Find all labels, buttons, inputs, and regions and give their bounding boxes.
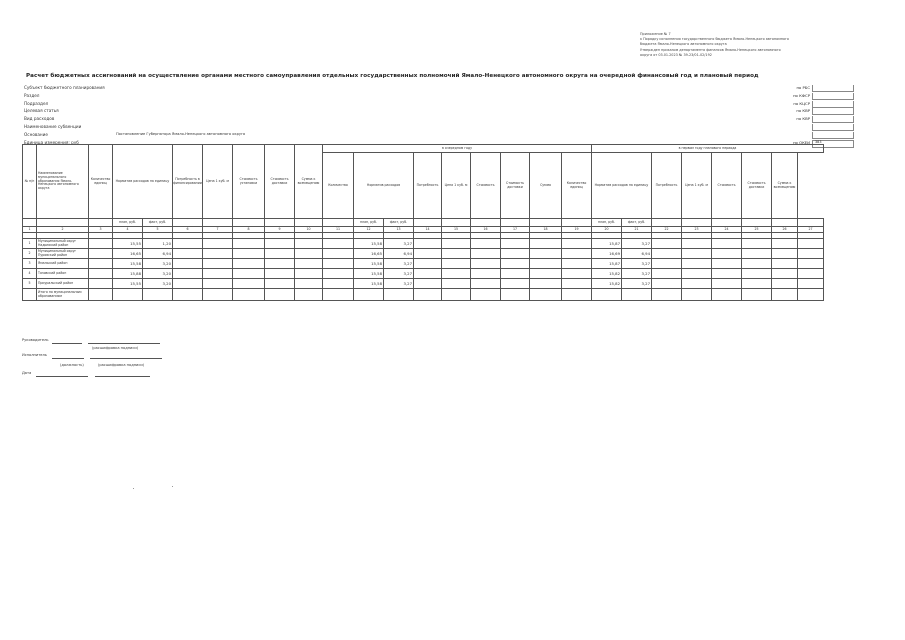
meta-label: Единица измерения: руб bbox=[24, 139, 79, 145]
code-block bbox=[740, 84, 860, 146]
total-label: Итого по муниципальным образованиям bbox=[37, 289, 89, 301]
meta-label: Субъект бюджетного планирования bbox=[24, 85, 105, 90]
executor-sub: (расшифровка подписи) bbox=[98, 363, 145, 367]
col-header: Цена 1 куб. м bbox=[442, 153, 471, 219]
code-label: по РБС bbox=[796, 85, 810, 90]
table-row: 3 Ямальский район 15,58 3,20 15,58 3,27 15,87 3,27 bbox=[23, 259, 824, 269]
col-header: Норматив расходов bbox=[354, 153, 414, 219]
appendix-line: к Порядку исполнения государственного бюджета Ямало-Ненецкого автономного bbox=[640, 37, 789, 42]
meta-labels bbox=[24, 84, 424, 146]
col-header: Стоимость bbox=[712, 153, 742, 219]
subheader: план, руб. bbox=[354, 219, 384, 227]
appendix-line: округа от 03.01.2023 № 39-23/01-02/192 bbox=[640, 52, 712, 57]
col-header: Потребность bbox=[414, 153, 442, 219]
code-label: по КВР bbox=[796, 108, 810, 114]
meta-label: Вид расходов bbox=[24, 116, 55, 122]
col-header: Сумма к возмещению bbox=[772, 153, 798, 219]
appendix-note bbox=[640, 32, 840, 58]
col-header: Норматив расходов на единицу bbox=[113, 145, 173, 219]
col-header: Количество единиц bbox=[89, 145, 113, 219]
col-header: Сумма bbox=[530, 153, 562, 219]
group-header: в очередном году bbox=[323, 145, 592, 153]
table-row: 2 Муниципальный округ Пуровский район 16,65 6,94 16,65 6,94 16,69 6,94 bbox=[23, 249, 824, 259]
col-header: Потребность bbox=[652, 153, 682, 219]
col-header: Цена 1 куб. м bbox=[203, 145, 233, 219]
col-header: Стоимость доставки bbox=[742, 153, 772, 219]
col-header: Стоимость bbox=[471, 153, 501, 219]
meta-label: Целевая статья bbox=[24, 108, 59, 114]
subheader: факт, руб. bbox=[384, 219, 414, 227]
document-title: Расчет бюджетных ассигнований на осуществление органами местного самоуправления отдельных государственных полномочий Ямало-Ненецкого автономного округа на очередной финансовый год и плановый период bbox=[26, 73, 759, 79]
table-row: 5 Приуральский район 15,55 3,20 15,58 3,27 15,82 3,27 bbox=[23, 279, 824, 289]
col-header: Норматив расходов на единицу bbox=[592, 153, 652, 219]
meta-label: Наименование субвенции bbox=[24, 123, 82, 129]
approved-sub: (расшифровка подписи) bbox=[92, 346, 139, 350]
col-header: Потребность в финансировании bbox=[173, 145, 203, 219]
col-header: Стоимость установки bbox=[233, 145, 265, 219]
meta-label: Подраздел bbox=[24, 100, 49, 106]
meta-label: Основание bbox=[24, 131, 48, 137]
appendix-label: Приложение № 7 bbox=[640, 32, 671, 36]
subheader: план, руб. bbox=[592, 219, 622, 227]
code-label: по ОКЕИ bbox=[793, 139, 810, 145]
executor-label: Исполнитель bbox=[22, 353, 47, 357]
table-row: 1 Муниципальный округ Надымский район 15,55 1,20 15,58 3,27 15,87 3,27 bbox=[23, 239, 824, 249]
okei-value: 383 bbox=[815, 139, 822, 144]
subheader: факт, руб. bbox=[622, 219, 652, 227]
col-header: Стоимость доставки bbox=[265, 145, 295, 219]
col-header: Наименование муниципального образования Ямало-Ненецкого автономного округа bbox=[37, 145, 89, 219]
appendix-line: Утвержден приказом департамента финансов Ямало-Ненецкого автономного bbox=[640, 47, 781, 52]
position-label: (должность) bbox=[60, 363, 84, 367]
municipality-name: Приуральский район bbox=[37, 279, 89, 289]
subheader: факт, руб. bbox=[143, 219, 173, 227]
code-label: по КФСР bbox=[793, 92, 810, 98]
municipality-name: Тазовский район bbox=[37, 269, 89, 279]
table-row: 4 Тазовский район 15,88 3,20 15,58 3,27 15,82 3,27 bbox=[23, 269, 824, 279]
calculation-table: № п/п Наименование муниципального образования Ямало-Ненецкого автономного округа Количество единиц Норматив расходов на единицу Потребность в финансировании Цена 1 куб. м Стоимость установки Стоимость доставки Сумма к возмещению в очередном году в первом году планового периода Количество Норматив расходов Потребность Цена 1 куб. м Стоимость Стоимость доставки Сумма Количество единиц Норматив расходов на единицу Потребность Цена 1 куб. м Стоимость Стоимость доставки Сумма к возмещению план, руб. факт, руб. план, руб. факт, руб. план, руб. факт, руб. 1 2 3 4 5 6 7 8 9 10 11 12 13 14 15 16 17 18 19 20 21 22 23 24 25 26 27 1 Муниципальный округ Надымский район 15,55 1,20 15,58 3,27 15,87 3,27 2 Муниципальный округ Пуровский район 16,65 6,94 16,65 6,94 16,69 6,94 3 Ямальский район 15,58 3,20 15,58 3,27 15,87 3,27 4 Тазовский район 15,88 3,20 15,58 3,27 15,82 3,27 5 Приуральский район 15,55 3,20 15,58 3,27 15,82 3,27 Итого по муниципальным образованиям bbox=[22, 144, 824, 301]
appendix-line: бюджета Ямало-Ненецкого автономного округа bbox=[640, 42, 727, 47]
code-label: по КЦСР bbox=[793, 100, 810, 106]
total-row bbox=[23, 289, 824, 301]
col-header: № п/п bbox=[23, 145, 37, 219]
code-label: по КВР bbox=[796, 116, 810, 122]
date-label: Дата bbox=[22, 371, 32, 375]
municipality-name: Ямальский район bbox=[37, 259, 89, 269]
col-header: Сумма к возмещению bbox=[295, 145, 323, 219]
col-header: Цена 1 куб. м bbox=[682, 153, 712, 219]
municipality-name: Муниципальный округ Надымский район bbox=[37, 239, 89, 249]
group-header: в первом году планового периода bbox=[592, 145, 824, 153]
subheader: план, руб. bbox=[113, 219, 143, 227]
col-header: Количество единиц bbox=[562, 153, 592, 219]
col-header: Количество bbox=[323, 153, 354, 219]
meta-label: Раздел bbox=[24, 92, 40, 98]
basis-value: Постановление Губернатора Ямало-Ненецкого автономного округа bbox=[116, 131, 246, 136]
col-header: Стоимость доставки bbox=[501, 153, 530, 219]
approved-label: Руководитель bbox=[22, 338, 49, 342]
municipality-name: Муниципальный округ Пуровский район bbox=[37, 249, 89, 259]
